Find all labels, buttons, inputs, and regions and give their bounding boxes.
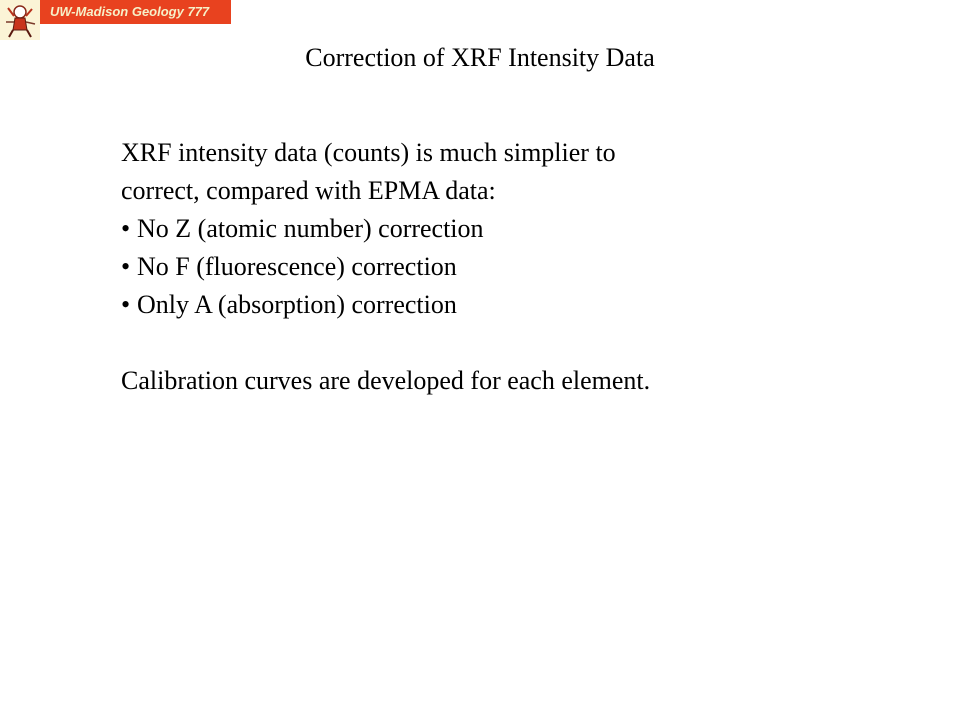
intro-line: XRF intensity data (counts) is much simplier to — [121, 138, 616, 167]
list-item-text: No Z (atomic number) correction — [137, 214, 484, 243]
list-item — [121, 248, 841, 286]
badger-mascot-icon — [0, 0, 40, 40]
slide-body — [121, 134, 841, 400]
paragraph-spacer — [121, 324, 841, 362]
correction-list — [121, 210, 841, 324]
closing-line: Calibration curves are developed for each element. — [121, 366, 651, 395]
intro-line: correct, compared with EPMA data: — [121, 176, 496, 205]
list-item — [121, 286, 841, 324]
bullet-symbol: • — [121, 214, 131, 243]
list-item — [121, 210, 841, 248]
list-item-text: Only A (absorption) correction — [137, 290, 457, 319]
bullet-symbol: • — [121, 290, 131, 319]
list-item-text: No F (fluorescence) correction — [137, 252, 457, 281]
bullet-symbol: • — [121, 252, 131, 281]
course-banner: UW-Madison Geology 777 — [40, 0, 231, 24]
slide-title: Correction of XRF Intensity Data — [305, 43, 655, 72]
